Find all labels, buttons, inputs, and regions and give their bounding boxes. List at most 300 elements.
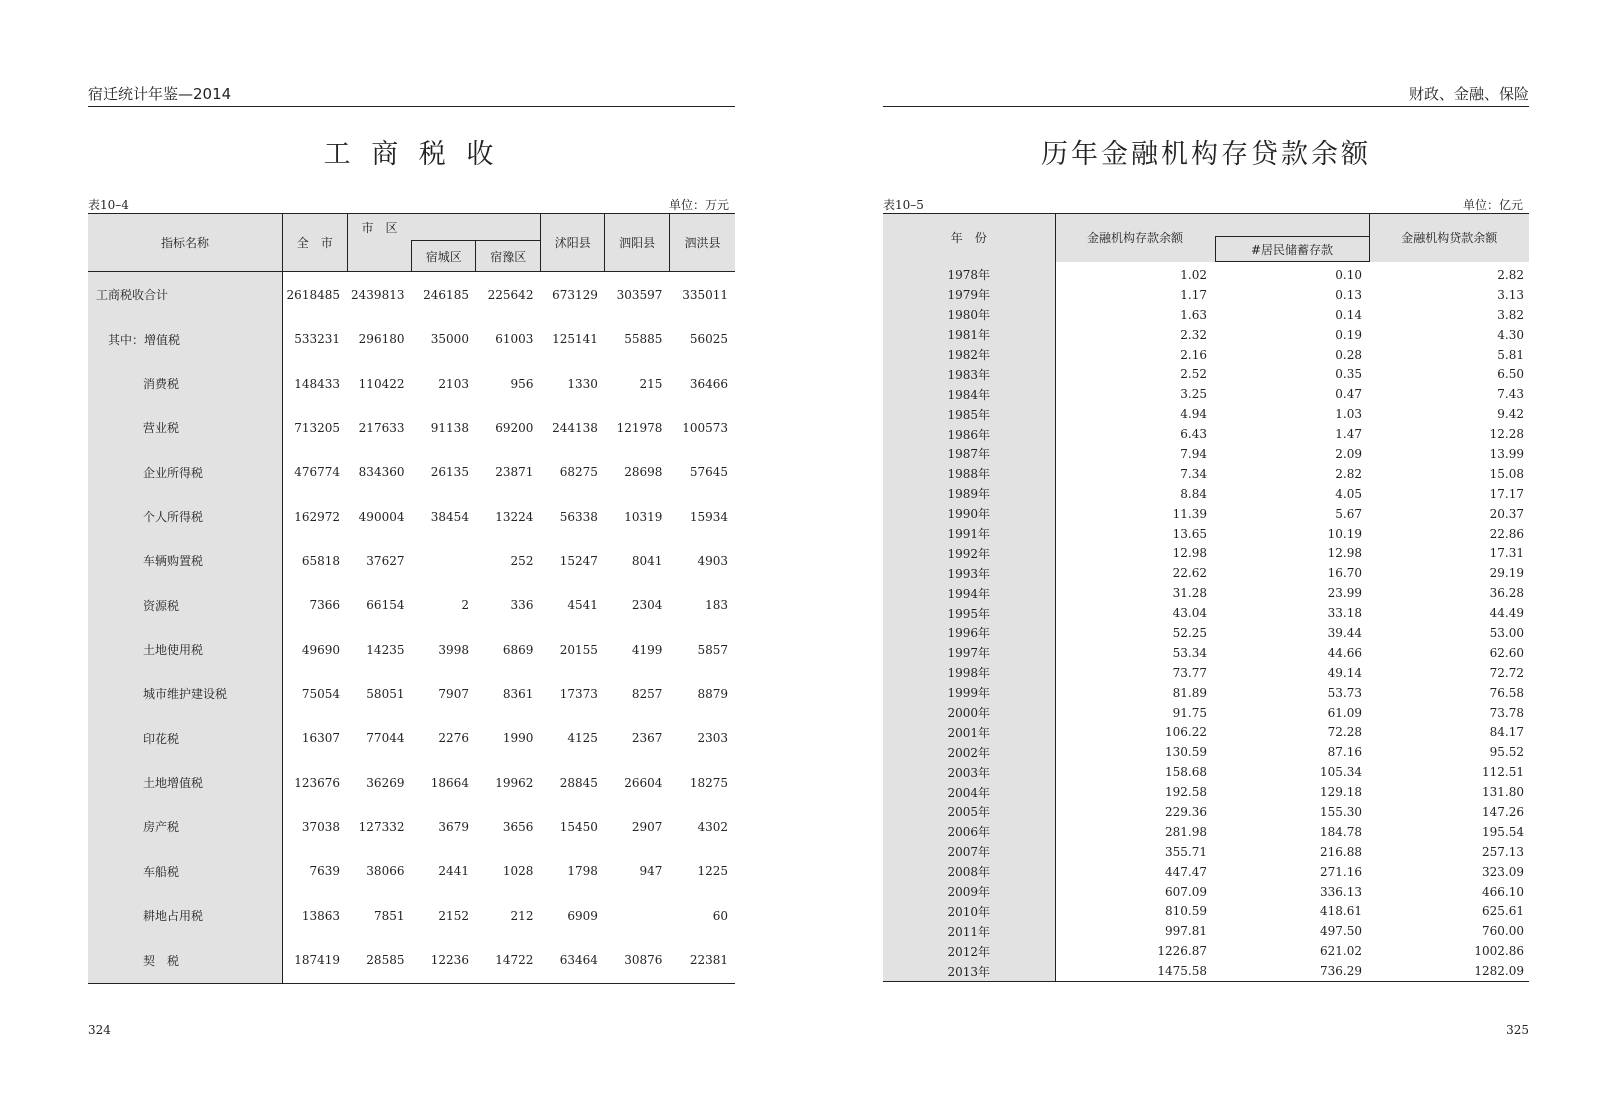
table-cell: 7851 xyxy=(373,908,405,923)
row-label xyxy=(88,938,283,984)
table-cell: 18275 xyxy=(689,775,728,790)
table-row xyxy=(88,893,735,937)
table-cell: 9.42 xyxy=(1497,407,1524,422)
table-row xyxy=(883,384,1529,404)
table-row xyxy=(883,603,1529,623)
table-cell: 7.43 xyxy=(1497,387,1524,402)
table-cell: 2.82 xyxy=(1497,267,1524,282)
table-cell: 497.50 xyxy=(1320,924,1362,939)
table-cell: 155.30 xyxy=(1320,804,1362,819)
table-cell: 63464 xyxy=(559,953,598,968)
table-cell: 36269 xyxy=(366,775,405,790)
year-cell: 1997年 xyxy=(883,643,1055,663)
table-cell: 4903 xyxy=(697,553,728,568)
table-cell: 0.10 xyxy=(1335,267,1362,282)
table-cell: 323.09 xyxy=(1482,864,1524,879)
table-cell: 17373 xyxy=(559,686,598,701)
table-row xyxy=(883,762,1529,782)
table-row xyxy=(883,842,1529,862)
table-row xyxy=(883,742,1529,762)
table-row xyxy=(88,317,735,361)
row-name: 营业税 xyxy=(143,421,180,436)
table-cell: 20155 xyxy=(559,642,598,657)
table-row xyxy=(88,494,735,538)
table-cell: 490004 xyxy=(358,509,405,524)
table-cell: 127332 xyxy=(358,819,405,834)
table-cell: 621.02 xyxy=(1320,944,1362,959)
year-cell: 2005年 xyxy=(883,802,1055,822)
row-label xyxy=(88,272,283,318)
header-year: 年 份 xyxy=(883,214,1055,262)
year-cell: 2007年 xyxy=(883,842,1055,862)
header-all: 全 市 xyxy=(283,214,347,272)
table-cell: 0.14 xyxy=(1335,307,1362,322)
year-cell: 2002年 xyxy=(883,742,1055,762)
table-row xyxy=(88,450,735,494)
header-siyang: 泗阳县 xyxy=(605,214,669,272)
table-cell: 225642 xyxy=(487,287,534,302)
table-cell: 37627 xyxy=(366,553,405,568)
table-cell: 100573 xyxy=(682,420,728,435)
table-cell: 38454 xyxy=(430,509,469,524)
header-sucheng: 宿城区 xyxy=(411,241,475,272)
table-cell: 4.05 xyxy=(1335,486,1362,501)
table-row xyxy=(883,822,1529,842)
table-cell: 3656 xyxy=(502,819,534,834)
table-cell: 1226.87 xyxy=(1157,944,1207,959)
table-cell: 215 xyxy=(639,376,663,391)
table-cell: 73.78 xyxy=(1489,705,1524,720)
left-page xyxy=(88,0,735,1099)
table-cell: 673129 xyxy=(552,287,598,302)
table-row xyxy=(88,805,735,849)
table-cell: 6.43 xyxy=(1180,427,1207,442)
table-cell: 15934 xyxy=(689,509,728,524)
row-label xyxy=(88,494,283,538)
year-cell: 2012年 xyxy=(883,941,1055,961)
year-cell: 1979年 xyxy=(883,285,1055,305)
table-cell: 1028 xyxy=(502,864,534,879)
table-cell: 1.02 xyxy=(1180,267,1207,282)
table-cell: 252 xyxy=(510,553,534,568)
table-cell: 16307 xyxy=(301,731,340,746)
table-cell: 49.14 xyxy=(1327,665,1362,680)
table-cell xyxy=(411,539,475,583)
row-label xyxy=(88,627,283,671)
table-cell: 12.98 xyxy=(1172,546,1207,561)
table-cell: 13.99 xyxy=(1489,446,1524,461)
table-cell: 84.17 xyxy=(1489,725,1524,740)
table-cell: 69200 xyxy=(495,420,534,435)
table-cell: 61003 xyxy=(495,332,534,347)
table-cell: 56025 xyxy=(689,332,728,347)
table-cell: 22.62 xyxy=(1172,566,1207,581)
table-cell: 281.98 xyxy=(1165,824,1207,839)
table-cell: 2276 xyxy=(438,731,469,746)
year-cell: 2000年 xyxy=(883,703,1055,723)
row-name: 资源税 xyxy=(143,598,180,613)
running-head-left xyxy=(88,80,735,107)
year-cell: 1991年 xyxy=(883,524,1055,544)
table-cell: 36466 xyxy=(689,376,728,391)
table-row xyxy=(883,464,1529,484)
table-cell: 4541 xyxy=(567,598,598,613)
table-cell: 53.73 xyxy=(1327,685,1362,700)
table-cell: 713205 xyxy=(294,420,340,435)
table-cell: 58051 xyxy=(366,686,405,701)
table-number: 表10–5 xyxy=(883,198,924,212)
row-label xyxy=(88,760,283,804)
table-row xyxy=(88,849,735,893)
row-name: 企业所得税 xyxy=(143,465,204,480)
table-cell: 39.44 xyxy=(1327,625,1362,640)
table-cell: 625.61 xyxy=(1482,904,1524,919)
table-cell: 2618485 xyxy=(286,287,340,302)
table-cell: 72.28 xyxy=(1327,725,1362,740)
table-cell: 16.70 xyxy=(1327,566,1362,581)
year-cell: 1983年 xyxy=(883,364,1055,384)
table-cell: 2 xyxy=(461,598,469,613)
year-cell: 2003年 xyxy=(883,762,1055,782)
table-cell: 28698 xyxy=(624,465,663,480)
table-cell: 65818 xyxy=(301,553,340,568)
table-row xyxy=(883,345,1529,365)
year-cell: 1995年 xyxy=(883,603,1055,623)
table-cell: 12.28 xyxy=(1489,427,1524,442)
table-cell: 2152 xyxy=(438,908,469,923)
table-row xyxy=(883,583,1529,603)
table-cell: 834360 xyxy=(358,465,405,480)
table-cell: 1330 xyxy=(567,376,598,391)
table-cell: 125141 xyxy=(552,332,598,347)
table-cell: 105.34 xyxy=(1320,765,1362,780)
page-title: 工 商 税 收 xyxy=(323,139,500,170)
table-cell: 81.89 xyxy=(1172,685,1207,700)
year-cell: 1986年 xyxy=(883,424,1055,444)
row-label xyxy=(88,716,283,760)
header-deposits: 金融机构存款余额 xyxy=(1055,214,1215,262)
table-cell: 8257 xyxy=(631,686,663,701)
table-cell: 22.86 xyxy=(1489,526,1524,541)
row-label xyxy=(88,539,283,583)
table-cell: 23871 xyxy=(495,465,534,480)
table-cell: 1.03 xyxy=(1335,407,1362,422)
table-cell: 60 xyxy=(712,908,728,923)
table-cell: 956 xyxy=(510,376,534,391)
header-savings: #居民储蓄存款 xyxy=(1215,237,1369,262)
table-cell: 23.99 xyxy=(1327,586,1362,601)
table-row xyxy=(88,627,735,671)
table-cell: 12236 xyxy=(430,953,469,968)
row-name: 耕地占用税 xyxy=(143,909,204,924)
table-cell: 44.49 xyxy=(1489,606,1524,621)
table-cell: 7639 xyxy=(309,864,340,879)
table-cell: 6869 xyxy=(502,642,534,657)
table-cell: 2.16 xyxy=(1180,347,1207,362)
page-title: 历年金融机构存贷款余额 xyxy=(1041,139,1371,170)
table-cell: 35000 xyxy=(430,332,469,347)
table-cell: 53.00 xyxy=(1489,625,1524,640)
table-cell: 77044 xyxy=(366,731,405,746)
row-name: 印花税 xyxy=(143,731,180,746)
table-row xyxy=(883,504,1529,524)
table-cell: 13863 xyxy=(301,908,340,923)
table-cell: 2303 xyxy=(697,731,728,746)
table-cell: 217633 xyxy=(358,420,405,435)
table-cell: 760.00 xyxy=(1482,924,1524,939)
table-row xyxy=(88,406,735,450)
row-name: 房产税 xyxy=(143,820,180,835)
table-cell: 18664 xyxy=(430,775,469,790)
table-cell: 61.09 xyxy=(1327,705,1362,720)
table-row xyxy=(88,361,735,405)
table-cell: 1990 xyxy=(502,731,534,746)
year-cell: 2006年 xyxy=(883,822,1055,842)
year-cell: 1992年 xyxy=(883,543,1055,563)
table-cell: 49690 xyxy=(301,642,340,657)
table-cell: 271.16 xyxy=(1320,864,1362,879)
table-cell: 5.67 xyxy=(1335,506,1362,521)
table-cell: 17.31 xyxy=(1489,546,1524,561)
table-cell: 52.25 xyxy=(1172,625,1207,640)
row-label xyxy=(88,450,283,494)
year-cell: 1984年 xyxy=(883,384,1055,404)
table-cell: 183 xyxy=(705,598,728,613)
table-cell: 14235 xyxy=(366,642,405,657)
table-cell: 212 xyxy=(510,908,534,923)
table-cell: 10.19 xyxy=(1327,526,1362,541)
table-cell: 121978 xyxy=(616,420,663,435)
table-cell: 2304 xyxy=(631,598,663,613)
table-row xyxy=(88,583,735,627)
row-name: 增值税 xyxy=(144,332,181,347)
table-row xyxy=(883,882,1529,902)
table-cell: 91.75 xyxy=(1172,705,1207,720)
table-cell: 30876 xyxy=(624,953,663,968)
table-row xyxy=(883,961,1529,981)
header-urban: 市 区 xyxy=(347,214,411,241)
table-row xyxy=(88,716,735,760)
table-cell: 607.09 xyxy=(1165,884,1207,899)
year-cell: 1990年 xyxy=(883,504,1055,524)
table-row xyxy=(88,672,735,716)
year-cell: 1989年 xyxy=(883,484,1055,504)
year-cell: 1996年 xyxy=(883,623,1055,643)
table-cell: 2.09 xyxy=(1335,446,1362,461)
row-label xyxy=(88,583,283,627)
year-cell: 1981年 xyxy=(883,325,1055,345)
table-cell: 5.81 xyxy=(1497,347,1524,362)
table-cell: 15.08 xyxy=(1489,466,1524,481)
table-row xyxy=(883,524,1529,544)
table-row xyxy=(883,563,1529,583)
table-row xyxy=(88,938,735,984)
table-cell: 91138 xyxy=(430,420,469,435)
table-cell: 2367 xyxy=(631,731,663,746)
table-cell: 336 xyxy=(510,598,534,613)
table-cell: 43.04 xyxy=(1172,606,1207,621)
table-cell: 129.18 xyxy=(1320,785,1362,800)
table-cell: 7366 xyxy=(309,598,340,613)
page-number: 325 xyxy=(1506,1023,1529,1037)
table-cell: 158.68 xyxy=(1165,765,1207,780)
table-cell: 229.36 xyxy=(1165,804,1207,819)
table-cell: 476774 xyxy=(294,465,340,480)
table-row xyxy=(883,683,1529,703)
table-cell: 28845 xyxy=(559,775,598,790)
row-name: 土地使用税 xyxy=(143,643,204,658)
table-cell: 56338 xyxy=(559,509,598,524)
table-cell: 1225 xyxy=(697,864,728,879)
table-cell: 0.47 xyxy=(1335,387,1362,402)
right-page xyxy=(883,0,1529,1099)
table-cell: 73.77 xyxy=(1172,665,1207,680)
year-cell: 2001年 xyxy=(883,722,1055,742)
year-cell: 1988年 xyxy=(883,464,1055,484)
year-cell: 2011年 xyxy=(883,921,1055,941)
table-cell: 75054 xyxy=(301,686,340,701)
table-cell: 246185 xyxy=(423,287,469,302)
row-name: 车辆购置税 xyxy=(143,554,204,569)
table-row xyxy=(883,921,1529,941)
table-cell: 1.47 xyxy=(1335,427,1362,442)
table-cell: 26604 xyxy=(624,775,663,790)
table-cell: 130.59 xyxy=(1165,745,1207,760)
row-label xyxy=(88,805,283,849)
table-cell: 15450 xyxy=(559,819,598,834)
table-cell: 296180 xyxy=(358,332,405,347)
table-cell: 192.58 xyxy=(1165,785,1207,800)
table-cell: 131.80 xyxy=(1482,785,1524,800)
table-cell: 187419 xyxy=(294,953,340,968)
year-cell: 1985年 xyxy=(883,404,1055,424)
table-cell: 336.13 xyxy=(1320,884,1362,899)
header-shuyang: 沭阳县 xyxy=(540,214,604,272)
table-cell: 17.17 xyxy=(1489,486,1524,501)
table-cell: 76.58 xyxy=(1489,685,1524,700)
table-unit: 单位：亿元 xyxy=(1462,198,1523,212)
table-cell: 37038 xyxy=(301,819,340,834)
deposit-loan-table xyxy=(883,213,1529,982)
row-name: 消费税 xyxy=(143,377,180,392)
table-cell: 1798 xyxy=(567,864,598,879)
table-row xyxy=(883,424,1529,444)
table-cell: 4302 xyxy=(697,819,728,834)
table-cell: 15247 xyxy=(559,553,598,568)
year-cell: 1980年 xyxy=(883,305,1055,325)
row-name: 契 税 xyxy=(143,953,180,968)
table-cell: 2103 xyxy=(438,376,469,391)
year-cell: 2004年 xyxy=(883,782,1055,802)
year-cell: 1978年 xyxy=(883,262,1055,285)
table-cell: 2.82 xyxy=(1335,466,1362,481)
table-cell: 335011 xyxy=(682,287,728,302)
table-cell: 62.60 xyxy=(1489,645,1524,660)
table-row xyxy=(883,902,1529,922)
table-cell: 1.17 xyxy=(1180,287,1207,302)
table-cell: 4.94 xyxy=(1180,407,1207,422)
year-cell: 1982年 xyxy=(883,345,1055,365)
table-cell: 0.28 xyxy=(1335,347,1362,362)
year-cell: 1994年 xyxy=(883,583,1055,603)
table-cell: 1002.86 xyxy=(1474,944,1524,959)
table-cell: 11.39 xyxy=(1172,506,1207,521)
table-cell: 216.88 xyxy=(1320,844,1362,859)
row-label xyxy=(88,672,283,716)
header-sihong: 泗洪县 xyxy=(669,214,735,272)
table-cell: 2.32 xyxy=(1180,327,1207,342)
table-cell: 1.63 xyxy=(1180,307,1207,322)
running-head-right xyxy=(883,80,1529,107)
table-row xyxy=(883,782,1529,802)
table-cell: 2439813 xyxy=(351,287,405,302)
table-cell: 148433 xyxy=(294,376,340,391)
table-row xyxy=(883,325,1529,345)
row-name: 城市维护建设税 xyxy=(143,687,228,702)
table-cell: 29.19 xyxy=(1489,566,1524,581)
row-label xyxy=(88,893,283,937)
table-cell: 8.84 xyxy=(1180,486,1207,501)
table-cell: 87.16 xyxy=(1327,745,1362,760)
table-cell: 55885 xyxy=(624,332,663,347)
table-cell: 0.13 xyxy=(1335,287,1362,302)
year-cell: 1993年 xyxy=(883,563,1055,583)
table-row xyxy=(883,663,1529,683)
table-cell: 8879 xyxy=(697,686,728,701)
table-row xyxy=(883,543,1529,563)
row-label xyxy=(88,406,283,450)
table-cell: 3.82 xyxy=(1497,307,1524,322)
table-cell: 1282.09 xyxy=(1474,964,1524,979)
table-row xyxy=(883,484,1529,504)
year-cell: 2008年 xyxy=(883,862,1055,882)
table-cell: 110422 xyxy=(358,376,405,391)
table-row xyxy=(883,404,1529,424)
table-cell: 10319 xyxy=(624,509,663,524)
table-cell: 184.78 xyxy=(1320,824,1362,839)
table-cell: 3.13 xyxy=(1497,287,1524,302)
table-cell: 418.61 xyxy=(1320,904,1362,919)
row-name: 土地增值税 xyxy=(143,776,204,791)
running-head-text: 财政、金融、保险 xyxy=(1408,85,1529,103)
table-cell: 4125 xyxy=(567,731,598,746)
table-cell: 355.71 xyxy=(1165,844,1207,859)
year-cell: 2010年 xyxy=(883,902,1055,922)
table-unit: 单位：万元 xyxy=(668,198,729,212)
table-cell: 13.65 xyxy=(1172,526,1207,541)
header-suyu: 宿豫区 xyxy=(476,241,540,272)
table-cell: 4199 xyxy=(631,642,663,657)
table-row xyxy=(883,643,1529,663)
table-cell: 0.35 xyxy=(1335,367,1362,382)
table-cell: 2907 xyxy=(631,819,663,834)
year-cell: 1998年 xyxy=(883,663,1055,683)
table-cell: 22381 xyxy=(689,953,728,968)
table-cell: 106.22 xyxy=(1165,725,1207,740)
table-cell: 7907 xyxy=(438,686,469,701)
table-cell: 162972 xyxy=(294,509,340,524)
table-row xyxy=(883,722,1529,742)
table-cell: 8041 xyxy=(631,553,663,568)
table-cell: 3.25 xyxy=(1180,387,1207,402)
table-cell: 2441 xyxy=(438,864,469,879)
table-cell: 947 xyxy=(639,864,663,879)
table-row xyxy=(883,862,1529,882)
row-label xyxy=(88,317,283,361)
table-cell: 95.52 xyxy=(1489,745,1524,760)
year-cell: 2013年 xyxy=(883,961,1055,981)
table-cell: 72.72 xyxy=(1489,665,1524,680)
